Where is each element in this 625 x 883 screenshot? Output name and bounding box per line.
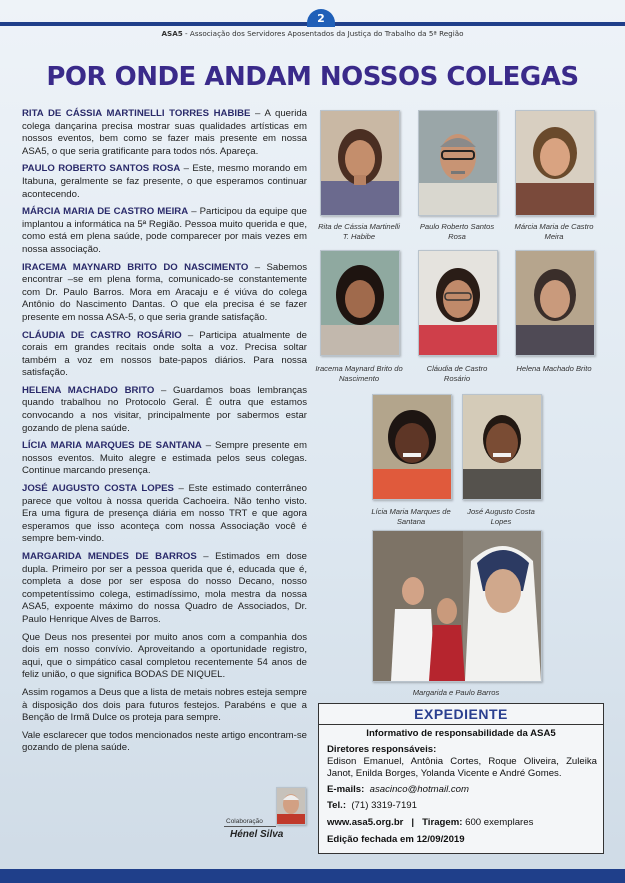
entry-iracema xyxy=(22,262,307,325)
entry-name: LÍCIA MARIA MARQUES DE SANTANA xyxy=(22,440,202,452)
email-label: E-mails: xyxy=(327,784,365,795)
portrait-image xyxy=(321,251,399,355)
caption-licia: Lícia Maria Marques de Santana xyxy=(371,507,451,526)
entry-text: – Participou da equipe que implantou a informática na 5ª Região. Pessoa muito querida e que, como está em plena saúde, pode comparecer por mais vezes em nossa associação. xyxy=(22,206,307,255)
portrait-image xyxy=(419,111,497,215)
tiragem-label: Tiragem: xyxy=(422,817,463,828)
entry-text: – Estimados em dose dupla. Primeiro por ser a pessoa querida que é, educada que é, completa a dose por ser esposa do nosso Decano, nosso competentíssimo colega, estimadíssimo, mola mestra da nossa ASA5, expoente máximo do nossa Quadro de Associados, Dr. Paulo Henrique Alves de Barros. xyxy=(22,551,307,625)
entry-name: IRACEMA MAYNARD BRITO DO NASCIMENTO xyxy=(22,261,249,273)
bottom-bar xyxy=(0,869,625,883)
collab-name: Hénel Silva xyxy=(230,829,284,840)
tel-value: (71) 3319-7191 xyxy=(351,800,417,811)
entry-text: – Participa atualmente de corais em grandes recitais onde solta a voz. Precisa soltar também a voz em nossos bate-papos diários. Para nossa satisfação. xyxy=(22,329,307,379)
header-org: ASA5 xyxy=(161,29,183,38)
directors-label: Diretores responsáveis: xyxy=(327,744,437,755)
collab-divider xyxy=(224,826,276,827)
entry-text: – Sabemos encontrar –se em plena forma, comunicado-se constantemente com Dr. Paulo Barros. Mora em Aracaju e é viúva do colega Antônio do Nascimento Dantas. O que ela precisa é se fazer presente em nossa ASA-5, o que seria grande satisfação. xyxy=(22,261,307,323)
photo-collab xyxy=(276,787,306,825)
entry-rita xyxy=(22,108,307,158)
photo-jose xyxy=(462,394,542,500)
directors-list: Edison Emanuel, Antônia Cortes, Roque Oliveira, Zuleika Janot, Enilda Borges, Yolanda Vicente e André Gomes. xyxy=(327,756,597,779)
expediente-box xyxy=(318,703,604,854)
caption-rita: Rita de Cássia Martinelli T. Habibe xyxy=(318,222,400,241)
photo-margarida-paulo xyxy=(372,530,542,682)
entry-paulo xyxy=(22,163,307,201)
site-line xyxy=(327,817,597,829)
collab-label: Colaboração xyxy=(226,818,263,825)
entry-text: – Este, mesmo morando em Itabuna, geralmente se faz presente, o que esperamos continuar acontecendo. xyxy=(22,163,307,200)
portrait-image xyxy=(516,111,594,215)
closing-paragraph-2: Assim rogamos a Deus que a lista de metais nobres esteja sempre à disposição dos dois para futuros festejos. Parabéns e que a Benção de Irmã Dulce os proteja para sempre. xyxy=(22,686,307,724)
entry-name: MÁRCIA MARIA DE CASTRO MEIRA xyxy=(22,206,189,218)
entry-name: CLÁUDIA DE CASTRO ROSÁRIO xyxy=(22,329,182,341)
entry-jose xyxy=(22,483,307,546)
site-sep: | xyxy=(411,817,415,828)
entry-text: – A querida colega dançarina precisa mostrar suas qualidades artísticas em nossos eventos, bem como se fazer mais presente em nossa ASA5, o que seria gratificante para todos nós. Apareça. xyxy=(22,108,307,157)
photo-claudia xyxy=(418,250,498,356)
tiragem-value: 600 exemplares xyxy=(465,817,534,828)
page-header xyxy=(0,29,625,38)
tel-label: Tel.: xyxy=(327,800,347,811)
caption-paulo: Paulo Roberto Santos Rosa xyxy=(419,222,495,241)
expediente-subtitle: Informativo de responsabilidade da ASA5 xyxy=(366,728,556,739)
edicao-line: Edição fechada em 12/09/2019 xyxy=(327,834,465,845)
photo-marcia xyxy=(515,110,595,216)
caption-claudia: Cláudia de Castro Rosário xyxy=(426,364,488,383)
caption-marcia: Márcia Maria de Castro Meira xyxy=(514,222,594,241)
photo-paulo xyxy=(418,110,498,216)
entry-text: – Guardamos boas lembranças quando trabalhou no Protocolo Geral. É outra que estamos convocando a nos visitar, principalmente por sabermos estar gozando de plena saúde. xyxy=(22,384,308,434)
site-value: www.asa5.org.br xyxy=(327,817,404,828)
entry-name: HELENA MACHADO BRITO xyxy=(22,384,155,396)
portrait-image xyxy=(321,111,399,215)
caption-helena: Helena Machado Brito xyxy=(516,364,592,373)
entry-name: MARGARIDA MENDES DE BARROS xyxy=(22,551,197,562)
entry-marcia xyxy=(22,206,307,256)
entry-margarida xyxy=(22,551,307,627)
header-tagline: - Associação dos Servidores Aposentados da Justiça do Trabalho da 5ª Região xyxy=(182,29,464,38)
entry-name: JOSÉ AUGUSTO COSTA LOPES xyxy=(22,483,174,495)
portrait-image xyxy=(419,251,497,355)
entry-text: – Sempre presente em nossos eventos. Muito alegre e estimada pelos seus colegas. Continue marcando presença. xyxy=(22,440,307,477)
entry-licia xyxy=(22,440,307,478)
entry-name: RITA DE CÁSSIA MARTINELLI TORRES HABIBE xyxy=(22,108,251,119)
expediente-title: EXPEDIENTE xyxy=(319,704,603,725)
portrait-image xyxy=(516,251,594,355)
portrait-image xyxy=(373,531,541,681)
portrait-image xyxy=(277,788,305,824)
headline: POR ONDE ANDAM NOSSOS COLEGAS xyxy=(46,62,579,92)
portrait-image xyxy=(463,395,541,499)
article-column xyxy=(22,108,307,760)
caption-margarida: Margarida e Paulo Barros xyxy=(412,688,500,697)
photo-rita xyxy=(320,110,400,216)
entry-helena xyxy=(22,385,307,435)
photo-iracema xyxy=(320,250,400,356)
photo-licia xyxy=(372,394,452,500)
closing-paragraph-1: Que Deus nos presentei por muito anos com a companhia dos dois em nosso convívio. Aproveitando a oportunidade registro, aqui, que o simpático casal completou recentemente 54 anos de feliz união, o que significa BODAS DE NIQUEL. xyxy=(22,631,307,681)
closing-paragraph-3: Vale esclarecer que todos mencionados neste artigo encontram-se gozando de plena saúde. xyxy=(22,729,307,754)
tel-line xyxy=(327,800,597,812)
entry-claudia xyxy=(22,330,307,380)
caption-jose: José Augusto Costa Lopes xyxy=(467,507,535,526)
entry-text: – Este estimado conterrâneo parece que voltou à nossa querida Cachoeira. Não tenho visto. Era uma figura de presença diária em nosso TRT e que agora esperamos que isso aconteça com nossa Associação você é sempre bem-vindo. xyxy=(22,483,308,545)
portrait-image xyxy=(373,395,451,499)
page-number: 2 xyxy=(307,9,335,27)
photo-helena xyxy=(515,250,595,356)
caption-iracema: Iracema Maynard Brito do Nascimento xyxy=(315,364,403,383)
email-line xyxy=(327,784,597,796)
email-value: asacinco@hotmail.com xyxy=(369,784,469,795)
entry-name: PAULO ROBERTO SANTOS ROSA xyxy=(22,163,181,175)
